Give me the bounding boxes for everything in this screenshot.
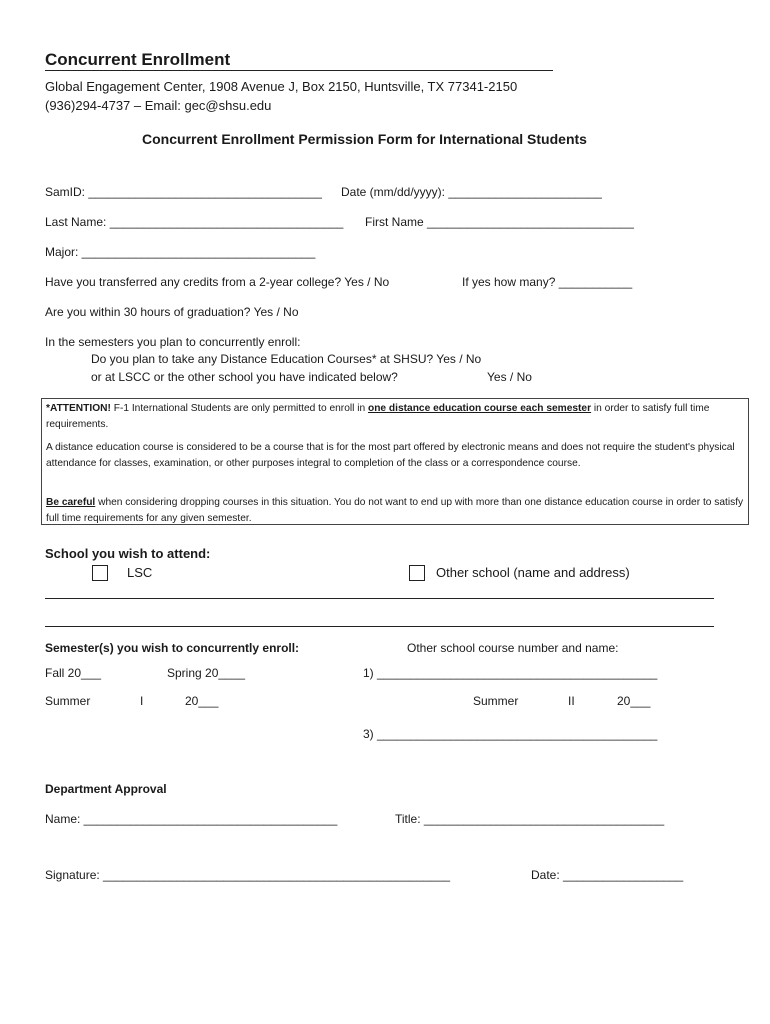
department-approval-heading: Department Approval	[45, 782, 167, 796]
semesters-heading: Semester(s) you wish to concurrently enroll:	[45, 641, 300, 655]
school-address-line-1[interactable]	[45, 598, 714, 599]
fall-field[interactable]: Fall 20___	[45, 666, 102, 680]
lsc-label: LSC	[127, 565, 153, 580]
school-address-line-2[interactable]	[45, 626, 714, 627]
last-name-field[interactable]: Last Name: ___________________________________	[45, 215, 344, 229]
spring-field[interactable]: Spring 20____	[167, 666, 246, 680]
form-title: Concurrent Enrollment Permission Form for International Students	[142, 131, 587, 147]
samid-field[interactable]: SamID: ___________________________________	[45, 185, 322, 199]
signature-field[interactable]: Signature: ____________________________________________________	[45, 868, 451, 882]
address-line: Global Engagement Center, 1908 Avenue J, Box 2150, Huntsville, TX 77341-2150	[45, 79, 518, 94]
approval-date-field[interactable]: Date: __________________	[531, 868, 684, 882]
date-field[interactable]: Date (mm/dd/yyyy): _______________________	[341, 185, 602, 199]
semesters-intro: In the semesters you plan to concurrently enroll:	[45, 335, 301, 349]
how-many-field[interactable]: If yes how many? ___________	[462, 275, 633, 289]
approver-title-field[interactable]: Title: ____________________________________	[395, 812, 665, 826]
attention-notice-box	[41, 398, 749, 525]
notice-emphasis: one distance education course each semester	[367, 403, 592, 414]
lscc-question: or at LSCC or the other school you have indicated below?	[91, 370, 398, 384]
school-heading: School you wish to attend:	[45, 546, 211, 561]
be-careful-label: Be careful	[46, 497, 96, 508]
course-line-1[interactable]: 1) __________________________________________	[363, 666, 658, 680]
major-field[interactable]: Major: ___________________________________	[45, 245, 316, 259]
summer-1-roman: I	[140, 694, 144, 708]
document-title: Concurrent Enrollment	[45, 50, 231, 69]
summer-2-roman: II	[568, 694, 575, 708]
other-course-heading: Other school course number and name:	[407, 641, 619, 655]
course-line-3[interactable]: 3) __________________________________________	[363, 727, 658, 741]
summer-1-label: Summer	[45, 694, 91, 708]
within-30-question: Are you within 30 hours of graduation? Yes / No	[45, 305, 299, 319]
approver-name-field[interactable]: Name: ______________________________________	[45, 812, 338, 826]
summer-1-year-field[interactable]: 20___	[185, 694, 219, 708]
lsc-checkbox[interactable]	[92, 565, 108, 581]
summer-2-year-field[interactable]: 20___	[617, 694, 651, 708]
notice-paragraph-2: A distance education course is considered to be a course that is for the most part offered by electronic means and does not require the student's physical attendance for classes, examination, or other purposes integral to completion of the class or a correspondence course.	[46, 442, 735, 469]
first-name-field[interactable]: First Name _______________________________	[365, 215, 634, 229]
transferred-question: Have you transferred any credits from a 2-year college? Yes / No	[45, 275, 390, 289]
summer-2-label: Summer	[473, 694, 519, 708]
lscc-yes-no: Yes / No	[487, 370, 532, 384]
other-school-label: Other school (name and address)	[436, 565, 630, 580]
contact-line: (936)294-4737 – Email: gec@shsu.edu	[45, 98, 272, 113]
distance-education-question: Do you plan to take any Distance Education Courses* at SHSU? Yes / No	[91, 352, 482, 366]
attention-label: *ATTENTION!	[46, 403, 111, 414]
title-underline	[45, 70, 553, 71]
notice-paragraph-1: *ATTENTION! F-1 International Students are only permitted to enroll in one distance education course each semester in order to satisfy full time requirements.	[46, 403, 710, 430]
other-school-checkbox[interactable]	[409, 565, 425, 581]
notice-paragraph-3: Be careful when considering dropping courses in this situation. You do not want to end up with more than one distance education course in order to satisfy full time requirements for any given semester.	[46, 497, 744, 524]
